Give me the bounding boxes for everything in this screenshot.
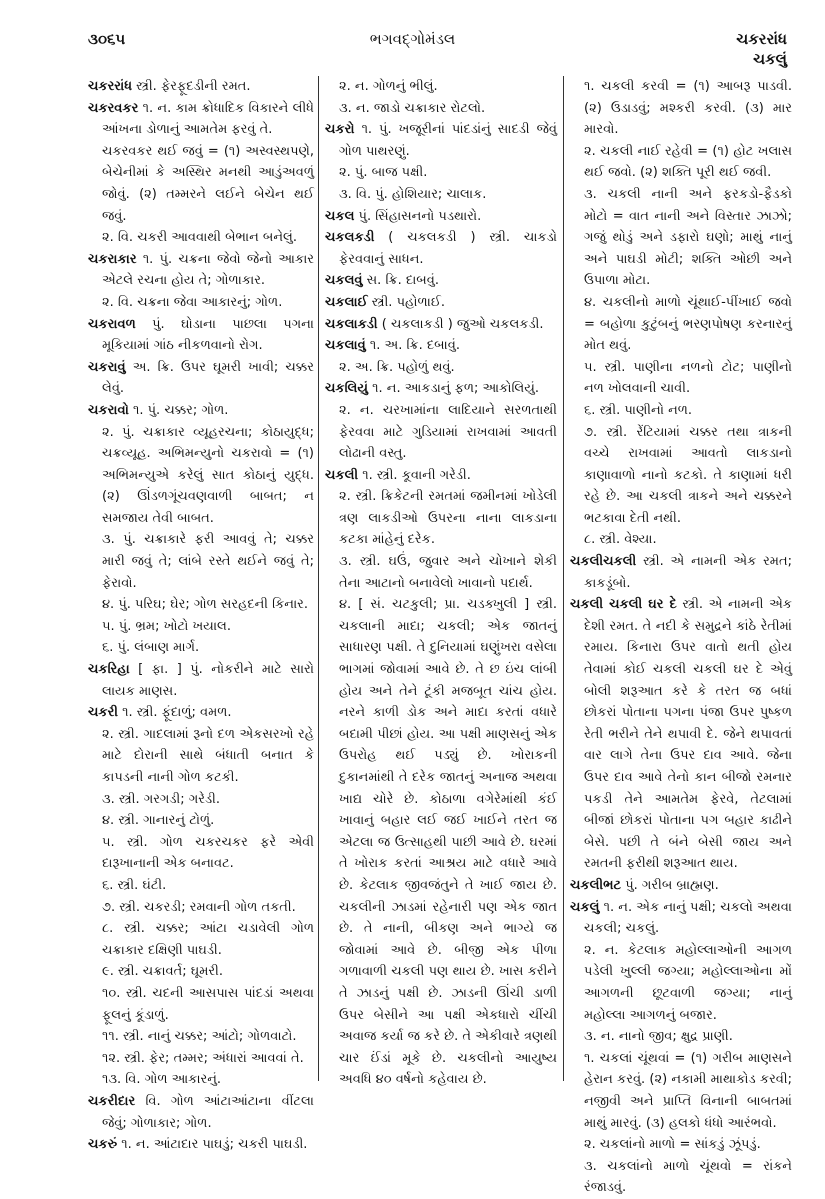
headword: ચકરીદાર	[88, 1093, 136, 1109]
definition-text: ૭. સ્ત્રી. રેંટિયામાં ચક્કર તથા ત્રાકની વચ્ચે રાખવામાં આવતો લાકડાનો કાણાવાળો નાનો કટકો. તે કાણામાં ધરી રહે છે. આ ચકલી ત્રાકને અને ચક્કરને ભટકાવા દેતી નથી.	[584, 424, 792, 526]
headword: ચકરું	[88, 1137, 118, 1153]
sense-entry	[88, 616, 314, 638]
definition-text: વિ. ગોળ આંટાઆંટાના વીંટલા જેવું; ગોળાકાર; ગોળ.	[102, 1093, 314, 1131]
definition-text: ૨. વિ. ચકરી આવવાથી બેભાન બનેલું.	[102, 230, 298, 246]
definition-text: ૧. સ્ત્રી. કૂવાની ગરેડી.	[362, 467, 471, 483]
dictionary-entry	[88, 1091, 314, 1134]
headword: ચકરવકર	[88, 100, 139, 116]
headword: ચકરિહા	[88, 662, 130, 678]
definition-text: ૧. પું. ખજૂરીનાં પાંદડાંનું સાદડી જેવું ગોળ પાથરણું.	[339, 122, 557, 159]
definition-text: ૫. પું. ભ્રમ; ખોટો ખયાલ.	[102, 618, 231, 634]
definition-text: ૧. ચકલાં ચૂંથવાં = (૧) ગરીબ માણસને હેરાન કરવું. (૨) નકામી માથાકોડ કરવી; નજીવી અને પ્રાપ્તિ વિનાની બાબતમાં માથું મારવું. (૩) હલકો ધંધો આરંભવો.	[584, 1050, 792, 1131]
sense-entry	[570, 1026, 792, 1048]
headword: ચકલાકડી	[325, 316, 378, 332]
dictionary-entry	[325, 119, 557, 162]
idiom-entry	[570, 292, 792, 357]
sense-entry	[88, 292, 314, 314]
headword: ચકલ	[325, 208, 355, 224]
definition-text: ૧. ન. આંટાદાર પાઘડું; ચકરી પાઘડી.	[121, 1137, 308, 1153]
definition-text: ૩. ન. જાડો ચક્રાકાર રોટલો.	[339, 100, 486, 116]
dictionary-entry	[325, 335, 557, 357]
sense-entry	[88, 918, 314, 961]
headword: ચકરાવું	[88, 359, 126, 375]
headword: ચકલીચકલી	[570, 554, 637, 570]
sense-entry	[88, 810, 314, 832]
sense-entry	[88, 529, 314, 594]
dictionary-entry	[88, 98, 314, 141]
headword: ચકલકડી	[325, 230, 375, 246]
sense-entry	[88, 637, 314, 659]
definition-text: ૩. ચકલાંનો માળો ચૂંથવો = રાંકને રંજાડવું.	[584, 1158, 792, 1196]
sense-entry	[570, 422, 792, 530]
sense-entry	[88, 227, 314, 249]
sense-entry	[570, 357, 792, 400]
sense-entry	[325, 486, 557, 551]
definition-text: ૧. પું. ચક્રના જેવો જેનો આકાર એટલે રચના હોય તે; ગોળાકાર.	[102, 251, 314, 289]
definition-text: ૯. સ્ત્રી. ચક્રાવર્ત; ઘૂમરી.	[102, 964, 223, 980]
dictionary-entry	[325, 270, 557, 292]
sense-entry	[570, 529, 792, 551]
definition-text: પું. સિંહાસનનો પડથારો.	[358, 208, 482, 224]
guide-word-first: ચકરરાંધ	[736, 30, 787, 48]
definition-text: ૨. ન. ગોળનું ભીલું.	[339, 79, 438, 94]
headword: ચકરાવળ	[88, 316, 136, 332]
definition-text: ૧. ન. એક નાનું પક્ષી; ચકલો અથવા ચકલી; ચકલું.	[584, 899, 792, 937]
definition-text: ૨. સ્ત્રી. ગાદલામાં રૂનો દળ એકસરખો રહે માટે દોરાની સાથે બંધાતી બનાત કે કાપડની નાની ગોળ કટકી.	[102, 726, 314, 785]
sense-entry	[88, 1026, 314, 1048]
dictionary-entry	[325, 378, 557, 400]
column-2	[325, 76, 557, 1091]
sense-entry	[570, 400, 792, 422]
definition-text: ચકરવકર થઈ જવું = (૧) અસ્વસ્થપણે, બેચેનીમાં કે અસ્થિર મનથી આડુંઅવળું જોવું. (૨) તમ્મરને લઈને બેચેન થઈ જવું.	[102, 143, 314, 224]
definition-text: ૨. ચકલી નાઈ રહેવી = (૧) હોટ ખલાસ થઈ જવો. (૨) શક્તિ પૂરી થઈ જવી.	[584, 143, 792, 181]
definition-text: ૨. ન. ચરખામાંના લાદિયાને સરળતાથી ફેરવવા માટે ગુડિયામાં રાખવામાં આવતી લોઢાની વસ્તુ.	[339, 402, 557, 462]
definition-text: ૧. ચકલી કરવી = (૧) આબરૂ પાડવી. (૨) ઉડાડવું; મશ્કરી કરવી. (૩) માર મારવો.	[584, 79, 792, 138]
sense-entry	[325, 400, 557, 465]
idiom-entry	[570, 141, 792, 184]
definition-text: ૪. [ સં. ચટકુલી; પ્રા. ચડક્ખુલી ] સ્ત્રી. ચકલાની માદા; ચકલી; એક જાતનું સાધારણ પક્ષી. તે દુનિયામાં ઘણુંખરા વસેલા ભાગમાં જોવામાં આવે છે. તે છ ઇંચ લાંબી હોય અને તેને ટૂંકી મજબૂત ચાંચ હોય. નરને કાળી ડોક અને માદા કરતાં વધારે બદામી પીછાં હોય. આ પક્ષી માણસનું એક ઉપરોહ થઈ પડ્યું છે. ખોરાકની દુકાનમાંથી તે દરેક જાતનું અનાજ અથવા ખાદ્ય ચોરે છે. કોઠાળા વગેરેમાંથી કંઈ ખાવાનું બહાર લઈ જઈ ખાઈને તરત જ એટલા જ ઉત્સાહથી પાછી આવે છે. ઘરમાં તે ખોરાક કરતાં આશ્રય માટે વધારે આવે છે. કેટલાક જીવજંતુને તે ખાઈ જાય છે. ચકલીની ઝાડમાં રહેનારી પણ એક જાત છે. તે નાની, બીકણ અને ભાગ્યે જ જોવામાં આવે છે. બીજી એક પીળા ગળાવાળી ચકલી પણ થાય છે. ખાસ કરીને તે ઝાડનું પક્ષી છે. ઝાડની ઊંચી ડાળી ઉપર બેસીને આ પક્ષી એકધારો ચીંચી અવાજ કર્યા જ કરે છે. તે એકીવારે ત્રણથી ચાર ઈંડાં મૂકે છે. ચકલીનો આયુષ્ય અવધિ ૪૦ વર્ષનો કહેવાય છે.	[339, 597, 557, 1088]
dictionary-entry	[325, 465, 557, 487]
definition-text: ૧૧. સ્ત્રી. નાનું ચક્કર; આંટો; ગોળવાટો.	[102, 1029, 297, 1045]
sense-entry	[325, 357, 557, 379]
definition-text: સ. ક્રિ. દાબવું.	[366, 273, 439, 289]
definition-text: ( ચકલકડી ) સ્ત્રી. ચાકડો ફેરવવાનું સાધન.	[339, 230, 558, 267]
definition-text: ૧૩. વિ. ગોળ આકારનું.	[102, 1072, 222, 1088]
definition-text: સ્ત્રી. એ નામની એક દેશી રમત. તે નદી કે સમુદ્રને કાંઠે રેતીમાં રમાય. કિનારા ઉપર વાતો થતી હોય તેવામાં કોઈ ચકલી ચકલી ઘર દે એવું બોલી શરૂઆત કરે કે તરત જ બધાં છોકરાં પોતાના પગના પંજા ઉપર પુષ્કળ રેતી ભરીને તેને થપાવી દે. જેને થપાવતાં વાર લાગે તેના ઉપર દાવ આવે. જેના ઉપર દાવ આવે તેનો કાન બીજો રમનાર પકડી તેને આમતેમ ફેરવે, તેટલામાં બીજાં છોકરાં પોતાના પગ બહાર કાઢીને બેસે. પછી તે બંને બેસી જાય અને રમતની ફરીથી શરૂઆત થાય.	[584, 597, 792, 872]
definition-text: ૬. સ્ત્રી. ઘંટી.	[102, 877, 167, 893]
dictionary-entry	[88, 659, 314, 702]
definition-text: ૪. ચકલીનો માળો ચૂંથાઈ-પીંખાઈ જવો = બહોળા કુટુંબનું ભરણપોષણ કરનારનું મોત થવું.	[584, 294, 792, 354]
definition-text: ૧. ન. આકડાનું ફળ; આકોલિયું.	[372, 381, 540, 397]
dictionary-entry	[570, 594, 792, 875]
definition-text: ૩. ન. નાનો જીવ; ક્ષુદ્ર પ્રાણી.	[584, 1029, 733, 1045]
sense-entry	[88, 1048, 314, 1070]
definition-text: ૧૦. સ્ત્રી. ચદની આસપાસ પાંદડાં અથવા ફૂલનું કૂંડાળું.	[102, 985, 314, 1023]
sense-entry	[570, 940, 792, 1026]
sense-entry	[325, 162, 557, 184]
dictionary-entry	[325, 206, 557, 228]
sense-entry	[325, 184, 557, 206]
headword: ચકલી	[325, 467, 359, 483]
definition-text: પું. ઘોડાના પાછલા પગના મૂકિયામાં ગાંઠ નીકળવાનો રોગ.	[102, 316, 314, 354]
idiom-entry	[570, 76, 792, 141]
headword: ચકરાકાર	[88, 251, 137, 267]
definition-text: ૨. ચકલાંનો માળો = સાંકડું ઝૂંપડું.	[584, 1137, 761, 1153]
idiom-entry	[88, 141, 314, 227]
dictionary-entry	[88, 314, 314, 357]
definition-text: ( ચકલાકડી ) જુઓ ચકલકડી.	[381, 316, 544, 332]
sense-entry	[325, 551, 557, 594]
definition-text: ૬. પું. લંબાણ માર્ગ.	[102, 640, 200, 656]
column-divider	[318, 76, 319, 1081]
sense-entry	[88, 832, 314, 875]
headword: ચકલિયું	[325, 381, 368, 397]
headword: ચકલાવું	[325, 338, 366, 354]
definition-text: ૧. ન. કામ ક્રોધાદિક વિકારને લીધે આંખના ડોળાનું આમતેમ ફરવું તે.	[102, 100, 314, 138]
definition-text: ૩. પું. ચક્રાકારે ફરી આવવું તે; ચક્કર મારી જવું તે; લાંબે રસ્તે થઈને જવું તે; ફેરાવો.	[102, 532, 314, 591]
dictionary-entry	[88, 76, 314, 98]
definition-text: ૨. પું. બાજ પક્ષી.	[339, 165, 428, 181]
definition-text: ૨. અ. ક્રિ. પહોળું થવું.	[339, 359, 455, 375]
dictionary-entry	[325, 314, 557, 336]
definition-text: [ ફા. ] પું. નોકરીને માટે સારો લાયક માણસ.	[102, 662, 314, 699]
dictionary-entry	[325, 227, 557, 270]
definition-text: ૧. પું. ચક્કર; ગોળ.	[132, 402, 229, 418]
definition-text: પું. ગરીબ બ્રાહ્મણ.	[625, 877, 719, 893]
definition-text: ૧. સ્ત્રી. ફૂંદાળું; વમળ.	[122, 705, 232, 721]
idiom-entry	[570, 184, 792, 292]
definition-text: ૮. સ્ત્રી. વેશ્યા.	[584, 532, 657, 548]
definition-text: ૧. અ. ક્રિ. દબાવું.	[369, 338, 460, 354]
column-3	[570, 76, 792, 1199]
definition-text: અ. ક્રિ. ઉપર ઘૂમરી ખાવી; ચક્કર લેવું.	[102, 359, 314, 397]
headword: ચકરરાંધ	[88, 79, 133, 94]
sense-entry	[325, 98, 557, 120]
headword: ચકલી ચકલી ઘર દે	[570, 597, 677, 613]
sense-entry	[325, 594, 557, 1091]
dictionary-entry	[88, 357, 314, 400]
dictionary-entry	[88, 400, 314, 422]
sense-entry	[88, 422, 314, 530]
definition-text: ૪. સ્ત્રી. ગાનારનું ટોળું.	[102, 813, 215, 829]
headword: ચકલું	[570, 899, 600, 915]
idiom-entry	[570, 1156, 792, 1199]
definition-text: ૨. વિ. ચક્રના જેવા આકારનું; ગોળ.	[102, 294, 283, 310]
definition-text: ૪. પું. પરિઘ; ઘેર; ગોળ સરહદની કિનાર.	[102, 597, 308, 613]
page-title: ભગવદ્ગોમંડલ	[369, 30, 456, 48]
definition-text: ૩. ચકલી નાની અને ફરકડો-ફૈડકો મોટો = વાત નાની અને વિસ્તાર ઝાઝો; ગજું થોડું અને ડફારો ઘણો; માથું નાનું અને પાઘડી મોટી; શક્તિ ઓછી અને ઉપાળા મોટા.	[584, 186, 792, 289]
headword: ચકરી	[88, 705, 119, 721]
sense-entry	[88, 961, 314, 983]
definition-text: ૩. સ્ત્રી. ઘઉં, જુવાર અને ચોખાને શેકી તેના આટાનો બનાવેલો ખાવાનો પદાર્થ.	[339, 554, 557, 591]
column-1	[88, 76, 314, 1156]
headword: ચકલવું	[325, 273, 363, 289]
idiom-entry	[570, 1134, 792, 1156]
sense-entry	[325, 76, 557, 98]
dictionary-entry	[570, 551, 792, 594]
dictionary-entry	[88, 249, 314, 292]
dictionary-entry	[570, 897, 792, 940]
guide-word-last: ચકલું	[753, 50, 787, 68]
dictionary-entry	[88, 1134, 314, 1156]
sense-entry	[88, 875, 314, 897]
sense-entry	[88, 594, 314, 616]
definition-text: ૫. સ્ત્રી. ગોળ ચકરચકર ફરે એવી દારૂખાનાની એક બનાવટ.	[102, 834, 314, 872]
sense-entry	[88, 1069, 314, 1091]
sense-entry	[88, 789, 314, 811]
headword: ચકલીભટ	[570, 877, 622, 893]
column-divider	[563, 76, 564, 1081]
definition-text: ૩. વિ. પું. હોશિયાર; ચાલાક.	[339, 186, 487, 202]
definition-text: સ્ત્રી. પહોળાઈ.	[371, 294, 445, 310]
page-number: ૩૦૬૫	[88, 30, 126, 48]
dictionary-entry	[570, 875, 792, 897]
sense-entry	[88, 897, 314, 919]
definition-text: ૨. પું. ચક્રાકાર વ્યૂહરચના; કોઠાયુદ્ધ; ચક્રવ્યૂહ. અભિમન્યુનો ચકરાવો = (૧) અભિમન્યુએ કરેલું સાત કોઠાનું યુદ્ધ. (૨) ઊંડળગૂંચવણવાળી બાબત; ન સમજાય તેવી બાબત.	[102, 424, 314, 526]
headword: ચકલાઈ	[325, 294, 368, 310]
definition-text: ૨. ન. કેટલાક મહોલ્લાઓની આગળ પડેલી ખુલ્લી જગ્યા; મહોલ્લાઓના મોં આગળની છૂટવાળી જગ્યા; નાનું મહોલ્લા આગળનું બજાર.	[584, 942, 792, 1023]
definition-text: સ્ત્રી. એ નામની એક રમત; કાકડૂંબો.	[584, 554, 792, 591]
headword: ચકરાવો	[88, 402, 129, 418]
idiom-entry	[570, 1048, 792, 1134]
sense-entry	[88, 983, 314, 1026]
definition-text: ૩. સ્ત્રી. ગરગડી; ગરેડી.	[102, 791, 220, 807]
headword: ચકરો	[325, 122, 355, 138]
definition-text: સ્ત્રી. ફેરફૂદડીની રમત.	[136, 79, 251, 94]
definition-text: ૧૨. સ્ત્રી. ફેર; તમ્મર; અંધારાં આવવાં તે.	[102, 1050, 304, 1066]
definition-text: ૫. સ્ત્રી. પાણીના નળનો ટોટ; પાણીનો નળ ખોલવાની ચાવી.	[584, 359, 792, 397]
definition-text: ૭. સ્ત્રી. ચકરડી; રમવાની ગોળ તકતી.	[102, 899, 296, 915]
dictionary-entry	[325, 292, 557, 314]
sense-entry	[88, 724, 314, 789]
dictionary-entry	[88, 702, 314, 724]
definition-text: ૬. સ્ત્રી. પાણીનો નળ.	[584, 402, 693, 418]
definition-text: ૮. સ્ત્રી. ચક્કર; આંટા ચડાવેલી ગોળ ચક્રાકાર દક્ષિણી પાઘડી.	[102, 921, 314, 958]
definition-text: ૨. સ્ત્રી. ક્રિકેટની રમતમાં જમીનમાં ખોડેલી ત્રણ લાકડીઓ ઉપરના નાના લાકડાના કટકા માંહેનું દરેક.	[339, 489, 557, 548]
